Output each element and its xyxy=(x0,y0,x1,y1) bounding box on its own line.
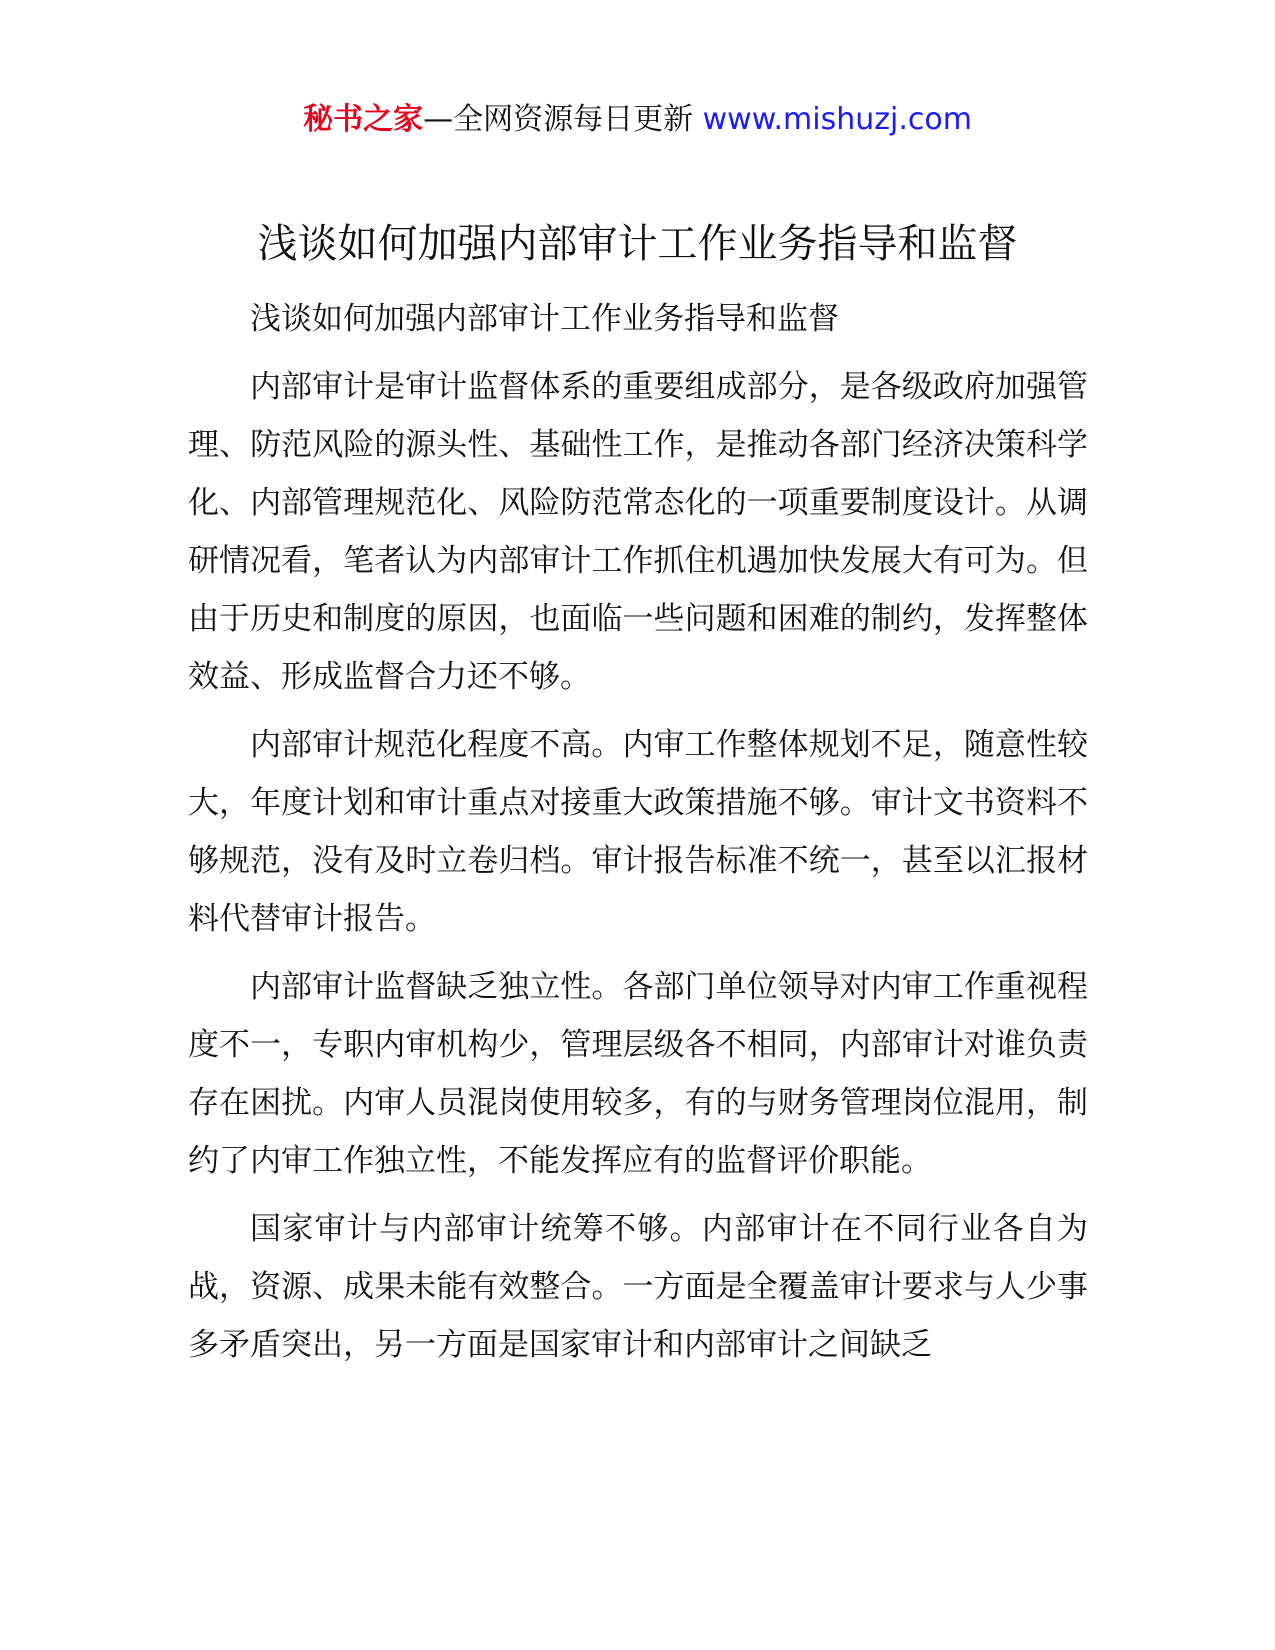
document-title: 浅谈如何加强内部审计工作业务指导和监督 xyxy=(257,221,1018,267)
page-header xyxy=(0,98,1275,142)
paragraph-1: 内部审计是审计监督体系的重要组成部分，是各级政府加强管理、防范风险的源头性、基础性工作，是推动各部门经济决策科学化、内部管理规范化、风险防范常态化的一项重要制度设计。从调研情况看，笔者认为内部审计工作抓住机遇加快发展大有可为。但由于历史和制度的原因，也面临一些问题和困难的制约，发挥整体效益、形成监督合力还不够。 xyxy=(188,369,1088,695)
paragraph-3: 内部审计监督缺乏独立性。各部门单位领导对内审工作重视程度不一，专职内审机构少，管理层级各不相同，内部审计对谁负责存在困扰。内审人员混岗使用较多，有的与财务管理岗位混用，制约了内审工作独立性，不能发挥应有的监督评价职能。 xyxy=(188,969,1088,1179)
brand-name: 秘书之家 xyxy=(303,102,424,137)
paragraph-2: 内部审计规范化程度不高。内审工作整体规划不足，随意性较大，年度计划和审计重点对接重大政策措施不够。审计文书资料不够规范，没有及时立卷归档。审计报告标准不统一，甚至以汇报材料代替审计报告。 xyxy=(188,727,1088,937)
paragraph-4: 国家审计与内部审计统筹不够。内部审计在不同行业各自为战，资源、成果未能有效整合。一方面是全覆盖审计要求与人少事多矛盾突出，另一方面是国家审计和内部审计之间缺乏 xyxy=(188,1211,1088,1363)
document-subtitle: 浅谈如何加强内部审计工作业务指导和监督 xyxy=(250,301,839,337)
header-tagline: —全网资源每日更新 xyxy=(423,102,703,137)
site-link[interactable]: www.mishuzj.com xyxy=(702,102,972,137)
document-body xyxy=(188,290,1088,1384)
